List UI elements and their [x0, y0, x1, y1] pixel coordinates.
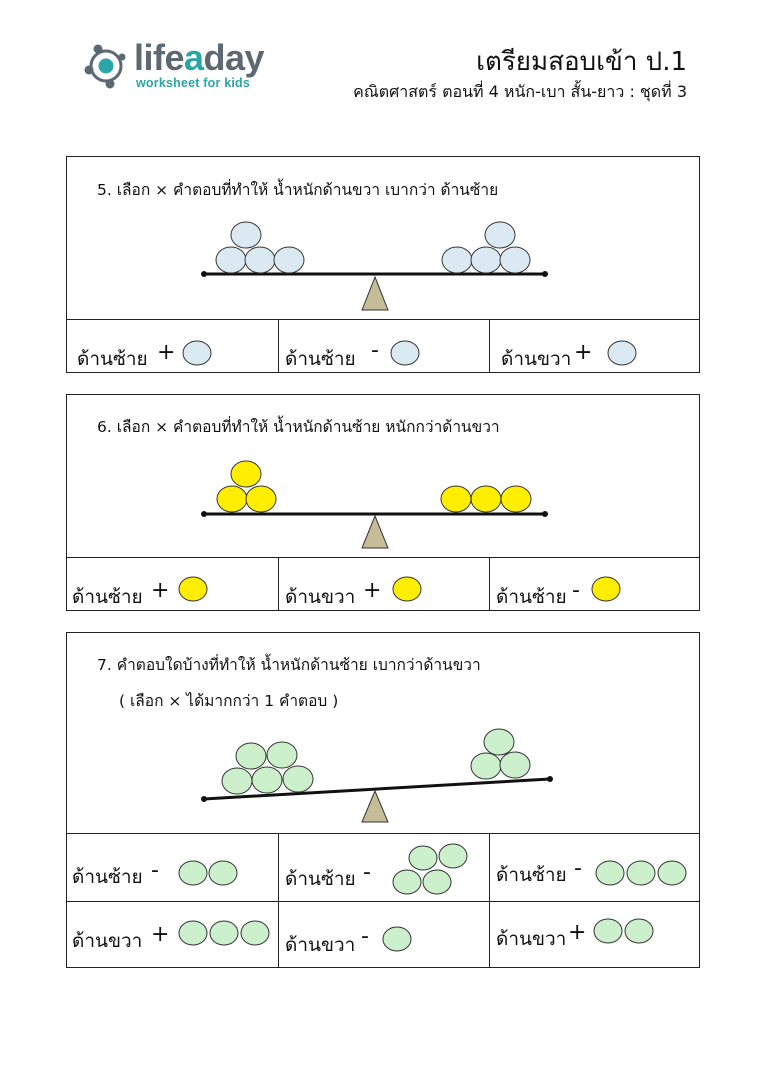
beam-end — [201, 796, 207, 802]
ball — [252, 767, 282, 793]
answer-option[interactable]: ด้านซ้าย - — [278, 320, 490, 373]
ball-group-icon — [177, 918, 273, 948]
beam-end — [542, 511, 548, 517]
answer-option[interactable]: ด้านขวา - — [278, 902, 490, 968]
ball — [500, 247, 530, 273]
balance-scale — [67, 395, 699, 557]
brand-name: lifeaday — [134, 37, 265, 78]
balance-scale — [67, 157, 699, 319]
fulcrum — [362, 516, 388, 548]
ball — [501, 486, 531, 512]
right-pan-balls — [442, 222, 530, 273]
ball — [471, 486, 501, 512]
ball — [274, 247, 304, 273]
answer-row — [67, 557, 699, 611]
question-text: 6. เลือก × คำตอบที่ทำให้ น้ำหนักด้านซ้าย หนักกว่าด้านขวา — [97, 418, 500, 436]
ball — [485, 222, 515, 248]
question-7 — [66, 632, 700, 968]
answer-row — [67, 901, 699, 968]
ball-group-icon — [592, 916, 658, 946]
ball — [267, 742, 297, 768]
ball-group-icon — [389, 838, 469, 898]
ball-group-icon — [594, 858, 690, 888]
answer-option[interactable]: ด้านซ้าย - — [489, 834, 700, 902]
fulcrum — [362, 791, 388, 822]
ball — [231, 222, 261, 248]
question-note: ( เลือก × ได้มากกว่า 1 คำตอบ ) — [119, 692, 339, 710]
answer-option[interactable]: ด้านซ้าย - — [67, 834, 278, 902]
ball — [484, 729, 514, 755]
lifeaday-logo — [82, 37, 282, 96]
ball-icon — [381, 924, 415, 954]
right-pan-balls — [441, 486, 531, 512]
answer-option[interactable]: ด้านขวา + — [278, 558, 490, 611]
answer-option[interactable]: ด้านซ้าย - — [489, 558, 700, 611]
ball-icon — [590, 574, 624, 604]
ball-icon — [606, 338, 640, 368]
left-pan-balls — [217, 461, 276, 512]
answer-option[interactable]: ด้านขวา + — [489, 902, 700, 968]
question-text: 7. คำตอบใดบ้างที่ทำให้ น้ำหนักด้านซ้าย เบากว่าด้านขวา — [97, 656, 481, 674]
ball — [245, 247, 275, 273]
ball — [471, 247, 501, 273]
beam-end — [542, 271, 548, 277]
answer-option[interactable]: ด้านขวา + — [67, 902, 278, 968]
ball — [283, 766, 313, 792]
ball — [231, 461, 261, 487]
ball-icon — [391, 574, 425, 604]
ball — [236, 743, 266, 769]
logo-molecule-icon — [82, 40, 134, 92]
question-text: 5. เลือก × คำตอบที่ทำให้ น้ำหนักด้านขวา เบากว่า ด้านซ้าย — [97, 181, 499, 199]
balance-scale — [67, 633, 699, 833]
beam-end — [201, 511, 207, 517]
left-pan-balls — [222, 742, 313, 794]
page-title: เตรียมสอบเข้า ป.1 — [476, 47, 687, 77]
answer-row — [67, 833, 699, 902]
brand-tagline: worksheet for kids — [136, 76, 251, 90]
right-pan-balls — [471, 729, 530, 779]
beam-end — [201, 271, 207, 277]
answer-option[interactable]: ด้านขวา + — [489, 320, 700, 373]
ball — [222, 768, 252, 794]
ball — [500, 752, 530, 778]
ball — [217, 486, 247, 512]
ball — [246, 486, 276, 512]
answer-option[interactable]: ด้านซ้าย + — [67, 558, 278, 611]
answer-option[interactable]: ด้านซ้าย + — [67, 320, 278, 373]
ball-icon — [181, 338, 215, 368]
ball — [471, 753, 501, 779]
left-pan-balls — [216, 222, 304, 273]
ball — [216, 247, 246, 273]
question-6 — [66, 394, 700, 611]
beam-end — [547, 776, 553, 782]
answer-row — [67, 319, 699, 373]
fulcrum — [362, 277, 388, 310]
ball — [441, 486, 471, 512]
ball-icon — [177, 574, 211, 604]
page-subtitle: คณิตศาสตร์ ตอนที่ 4 หนัก-เบา สั้น-ยาว : ชุดที่ 3 — [353, 82, 687, 101]
ball-group-icon — [177, 858, 243, 888]
ball-icon — [389, 338, 423, 368]
answer-option[interactable]: ด้านซ้าย - — [278, 834, 490, 902]
ball — [442, 247, 472, 273]
question-5 — [66, 156, 700, 373]
